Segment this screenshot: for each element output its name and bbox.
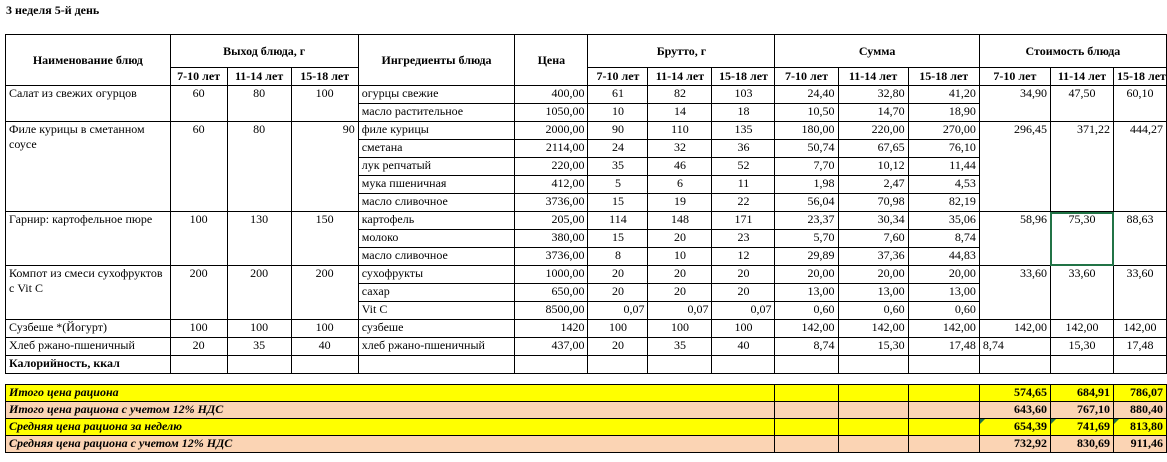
brutto-cell[interactable]: 100 [588,320,648,338]
sum-cell[interactable]: 32,80 [838,86,908,104]
header-row-main [6,35,1167,68]
header-dish[interactable]: Наименование блюд [6,35,171,86]
sum-cell[interactable]: 7,60 [838,230,908,248]
dish-name-cell[interactable]: Сузбеше *(Йогурт) [6,320,171,338]
price-cell[interactable]: 437,00 [515,338,588,356]
brutto-cell[interactable]: 23 [712,230,775,248]
age-header[interactable]: 7-10 лет [588,68,648,86]
sum-cell[interactable]: 15,30 [838,338,908,356]
yield-cell[interactable]: 100 [227,320,291,338]
header-cost[interactable]: Стоимость блюда [979,35,1166,68]
brutto-cell[interactable]: 20 [648,230,712,248]
empty-cell[interactable] [515,356,588,374]
sum-cell[interactable]: 1,98 [775,176,838,194]
ingredient-cell[interactable]: лук репчатый [358,158,515,176]
brutto-cell[interactable]: 0,07 [588,302,648,320]
total-label[interactable]: Итого цена рациона [6,385,775,402]
empty-cell[interactable] [1114,356,1167,374]
sum-cell[interactable]: 142,00 [775,320,838,338]
brutto-cell[interactable]: 90 [588,122,648,140]
empty-cell[interactable] [227,356,291,374]
brutto-cell[interactable]: 20 [588,338,648,356]
yield-cell[interactable]: 80 [227,122,291,212]
ingredient-cell[interactable]: Vit C [358,302,515,320]
dish-name-cell[interactable]: Филе курицы в сметанном соусе [6,122,171,212]
sum-cell[interactable]: 10,50 [775,104,838,122]
price-cell[interactable]: 1050,00 [515,104,588,122]
dish-name-cell[interactable]: Салат из свежих огурцов [6,86,171,122]
sum-cell[interactable]: 4,53 [908,176,979,194]
price-cell[interactable]: 205,00 [515,212,588,230]
cost-cell[interactable]: 142,00 [1114,320,1167,338]
table-row [6,338,1167,356]
sum-cell[interactable]: 5,70 [775,230,838,248]
empty-cell[interactable] [775,436,838,453]
brutto-cell[interactable]: 171 [712,212,775,230]
age-header[interactable]: 11-14 лет [838,68,908,86]
yield-cell[interactable]: 130 [227,212,291,266]
price-cell[interactable]: 3736,00 [515,248,588,266]
total-label[interactable]: Итого цена рациона с учетом 12% НДС [6,402,775,419]
price-cell[interactable]: 400,00 [515,86,588,104]
cost-cell[interactable]: 444,27 [1114,122,1167,212]
cost-cell[interactable]: 33,60 [1114,266,1167,320]
sum-cell[interactable]: 18,90 [908,104,979,122]
header-ingredients[interactable]: Ингредиенты блюда [358,35,515,86]
brutto-cell[interactable]: 135 [712,122,775,140]
age-header[interactable]: 11-14 лет [648,68,712,86]
brutto-cell[interactable]: 24 [588,140,648,158]
price-cell[interactable]: 650,00 [515,284,588,302]
cost-cell[interactable]: 47,50 [1050,86,1113,122]
price-cell[interactable]: 412,00 [515,176,588,194]
price-cell[interactable]: 3736,00 [515,194,588,212]
sum-cell[interactable]: 270,00 [908,122,979,140]
cost-cell[interactable]: 8,74 [979,338,1050,356]
brutto-cell[interactable]: 20 [712,266,775,284]
brutto-cell[interactable]: 15 [588,230,648,248]
cost-cell[interactable]: 15,30 [1050,338,1113,356]
brutto-cell[interactable]: 20 [588,284,648,302]
brutto-cell[interactable]: 6 [648,176,712,194]
calories-label[interactable]: Калорийность, ккал [6,356,171,374]
empty-cell[interactable] [775,402,838,419]
selected-cost-cell[interactable]: 75,30 [1050,212,1113,266]
brutto-cell[interactable]: 18 [712,104,775,122]
brutto-cell[interactable]: 22 [712,194,775,212]
total-value[interactable]: 880,40 [1114,402,1167,419]
sum-cell[interactable]: 8,74 [908,230,979,248]
header-sum[interactable]: Сумма [775,35,979,68]
ingredient-cell[interactable]: мука пшеничная [358,176,515,194]
cost-cell[interactable]: 58,96 [979,212,1050,266]
brutto-cell[interactable]: 82 [648,86,712,104]
dish-name-cell[interactable]: Хлеб ржано-пшеничный [6,338,171,356]
price-cell[interactable]: 2114,00 [515,140,588,158]
ingredient-cell[interactable]: огурцы свежие [358,86,515,104]
cost-cell[interactable]: 371,22 [1050,122,1113,212]
sum-cell[interactable]: 220,00 [838,122,908,140]
price-cell[interactable]: 1420 [515,320,588,338]
empty-cell[interactable] [775,385,838,402]
empty-cell[interactable] [838,419,908,436]
price-cell[interactable]: 8500,00 [515,302,588,320]
total-value[interactable]: 574,65 [979,385,1050,402]
header-brutto[interactable]: Брутто, г [588,35,775,68]
table-row [6,320,1167,338]
age-header[interactable]: 15-18 лет [291,68,358,86]
empty-cell[interactable] [908,385,979,402]
yield-cell[interactable]: 100 [291,320,358,338]
sum-cell[interactable]: 0,60 [908,302,979,320]
total-value[interactable]: 786,07 [1114,385,1167,402]
ingredient-cell[interactable]: сухофрукты [358,266,515,284]
sum-cell[interactable]: 20,00 [908,266,979,284]
sum-cell[interactable]: 23,37 [775,212,838,230]
yield-cell[interactable]: 60 [170,86,227,122]
empty-cell[interactable] [170,356,227,374]
age-header[interactable]: 11-14 лет [1050,68,1113,86]
brutto-cell[interactable]: 20 [648,284,712,302]
total-label[interactable]: Средняя цена рациона за неделю [6,419,775,436]
yield-cell[interactable]: 100 [170,320,227,338]
total-value[interactable]: 813,80 [1114,419,1167,436]
sum-cell[interactable]: 56,04 [775,194,838,212]
price-cell[interactable]: 2000,00 [515,122,588,140]
sum-cell[interactable]: 2,47 [838,176,908,194]
brutto-cell[interactable]: 110 [648,122,712,140]
brutto-cell[interactable]: 10 [648,248,712,266]
sum-cell[interactable]: 0,60 [838,302,908,320]
sum-cell[interactable]: 82,19 [908,194,979,212]
sum-cell[interactable]: 17,48 [908,338,979,356]
empty-cell[interactable] [358,356,515,374]
ingredient-cell[interactable]: масло сливочное [358,248,515,266]
ingredient-cell[interactable]: масло растительное [358,104,515,122]
brutto-cell[interactable]: 5 [588,176,648,194]
empty-cell[interactable] [838,356,908,374]
ingredient-cell[interactable]: молоко [358,230,515,248]
sum-cell[interactable]: 50,74 [775,140,838,158]
empty-cell[interactable] [908,436,979,453]
dish-name-cell[interactable]: Гарнир: картофельное пюре [6,212,171,266]
yield-cell[interactable]: 100 [170,212,227,266]
empty-cell[interactable] [291,356,358,374]
total-row [6,402,1167,419]
brutto-cell[interactable]: 148 [648,212,712,230]
yield-cell[interactable]: 20 [170,338,227,356]
table-row [6,122,1167,140]
empty-cell[interactable] [838,436,908,453]
total-value[interactable]: 830,69 [1050,436,1113,453]
ingredient-cell[interactable]: сахар [358,284,515,302]
sum-cell[interactable]: 11,44 [908,158,979,176]
yield-cell[interactable]: 200 [227,266,291,320]
ingredient-cell[interactable]: хлеб ржано-пшеничный [358,338,515,356]
ingredient-cell[interactable]: масло сливочное [358,194,515,212]
price-cell[interactable]: 380,00 [515,230,588,248]
total-value[interactable]: 732,92 [979,436,1050,453]
brutto-cell[interactable]: 103 [712,86,775,104]
yield-cell[interactable]: 100 [291,86,358,122]
brutto-cell[interactable]: 100 [712,320,775,338]
brutto-cell[interactable]: 19 [648,194,712,212]
sum-cell[interactable]: 14,70 [838,104,908,122]
sum-cell[interactable]: 13,00 [908,284,979,302]
age-header[interactable]: 11-14 лет [227,68,291,86]
empty-cell[interactable] [979,356,1050,374]
yield-cell[interactable]: 200 [170,266,227,320]
table-row [6,212,1167,230]
sum-cell[interactable]: 70,98 [838,194,908,212]
table-row [6,266,1167,284]
empty-cell[interactable] [1050,356,1113,374]
brutto-cell[interactable]: 12 [712,248,775,266]
total-value[interactable]: 643,60 [979,402,1050,419]
sum-cell[interactable]: 76,10 [908,140,979,158]
sum-cell[interactable]: 20,00 [775,266,838,284]
empty-cell[interactable] [712,356,775,374]
brutto-cell[interactable]: 61 [588,86,648,104]
cost-cell[interactable]: 88,63 [1114,212,1167,266]
brutto-cell[interactable]: 100 [648,320,712,338]
brutto-cell[interactable]: 40 [712,338,775,356]
brutto-cell[interactable]: 32 [648,140,712,158]
empty-cell[interactable] [908,419,979,436]
sum-cell[interactable]: 180,00 [775,122,838,140]
ingredient-cell[interactable]: картофель [358,212,515,230]
empty-cell[interactable] [775,419,838,436]
brutto-cell[interactable]: 114 [588,212,648,230]
ingredient-cell[interactable]: сузбеше [358,320,515,338]
sum-cell[interactable]: 29,89 [775,248,838,266]
blank-row [6,374,1167,385]
cost-cell[interactable]: 60,10 [1114,86,1167,122]
total-value[interactable]: 911,46 [1114,436,1167,453]
yield-cell[interactable]: 90 [291,122,358,212]
header-price[interactable]: Цена [515,35,588,86]
brutto-cell[interactable]: 14 [648,104,712,122]
ingredient-cell[interactable]: сметана [358,140,515,158]
ingredient-cell[interactable]: филе курицы [358,122,515,140]
empty-cell[interactable] [588,356,648,374]
table-row [6,86,1167,104]
cost-cell[interactable]: 142,00 [1050,320,1113,338]
age-header[interactable]: 7-10 лет [979,68,1050,86]
brutto-cell[interactable]: 15 [588,194,648,212]
sum-cell[interactable]: 24,40 [775,86,838,104]
brutto-cell[interactable]: 36 [712,140,775,158]
total-row [6,436,1167,453]
sum-cell[interactable]: 13,00 [838,284,908,302]
yield-cell[interactable]: 200 [291,266,358,320]
sum-cell[interactable]: 67,65 [838,140,908,158]
sum-cell[interactable]: 30,34 [838,212,908,230]
age-header[interactable]: 7-10 лет [170,68,227,86]
sum-cell[interactable]: 8,74 [775,338,838,356]
sum-cell[interactable]: 35,06 [908,212,979,230]
cost-cell[interactable]: 34,90 [979,86,1050,122]
sum-cell[interactable]: 142,00 [838,320,908,338]
brutto-cell[interactable]: 35 [588,158,648,176]
price-cell[interactable]: 1000,00 [515,266,588,284]
empty-cell[interactable] [6,374,1167,385]
cost-cell[interactable]: 296,45 [979,122,1050,212]
spreadsheet-grid[interactable] [5,34,1167,453]
brutto-cell[interactable]: 20 [648,266,712,284]
brutto-cell[interactable]: 20 [712,284,775,302]
brutto-cell[interactable]: 11 [712,176,775,194]
empty-cell[interactable] [648,356,712,374]
sum-cell[interactable]: 37,36 [838,248,908,266]
sheet-title[interactable]: 3 неделя 5-й день [6,3,100,17]
brutto-cell[interactable]: 46 [648,158,712,176]
yield-cell[interactable]: 35 [227,338,291,356]
sum-cell[interactable]: 142,00 [908,320,979,338]
empty-cell[interactable] [908,402,979,419]
total-value[interactable]: 684,91 [1050,385,1113,402]
brutto-cell[interactable]: 0,07 [648,302,712,320]
cost-cell[interactable]: 33,60 [979,266,1050,320]
brutto-cell[interactable]: 52 [712,158,775,176]
age-header[interactable]: 15-18 лет [712,68,775,86]
sum-cell[interactable]: 20,00 [838,266,908,284]
brutto-cell[interactable]: 8 [588,248,648,266]
empty-cell[interactable] [908,356,979,374]
sum-cell[interactable]: 7,70 [775,158,838,176]
menu-table [5,34,1167,453]
cost-cell[interactable]: 142,00 [979,320,1050,338]
sum-cell[interactable]: 44,83 [908,248,979,266]
empty-cell[interactable] [838,402,908,419]
age-header[interactable]: 15-18 лет [908,68,979,86]
brutto-cell[interactable]: 35 [648,338,712,356]
cost-cell[interactable]: 17,48 [1114,338,1167,356]
sum-cell[interactable]: 0,60 [775,302,838,320]
sum-cell[interactable]: 41,20 [908,86,979,104]
total-label[interactable]: Средняя цена рациона с учетом 12% НДС [6,436,775,453]
brutto-cell[interactable]: 10 [588,104,648,122]
yield-cell[interactable]: 40 [291,338,358,356]
age-header[interactable]: 15-18 лет [1114,68,1167,86]
header-yield[interactable]: Выход блюда, г [170,35,358,68]
brutto-cell[interactable]: 20 [588,266,648,284]
yield-cell[interactable]: 150 [291,212,358,266]
yield-cell[interactable]: 60 [170,122,227,212]
total-row [6,385,1167,402]
total-row [6,419,1167,436]
empty-cell[interactable] [775,356,838,374]
brutto-cell[interactable]: 0,07 [712,302,775,320]
calories-row [6,356,1167,374]
sum-cell[interactable]: 10,12 [838,158,908,176]
total-value[interactable]: 767,10 [1050,402,1113,419]
total-value[interactable]: 654,39 [979,419,1050,436]
sum-cell[interactable]: 13,00 [775,284,838,302]
age-header[interactable]: 7-10 лет [775,68,838,86]
price-cell[interactable]: 220,00 [515,158,588,176]
empty-cell[interactable] [838,385,908,402]
dish-name-cell[interactable]: Компот из смеси сухофруктов с Vit C [6,266,171,320]
yield-cell[interactable]: 80 [227,86,291,122]
cost-cell[interactable]: 33,60 [1050,266,1113,320]
total-value[interactable]: 741,69 [1050,419,1113,436]
